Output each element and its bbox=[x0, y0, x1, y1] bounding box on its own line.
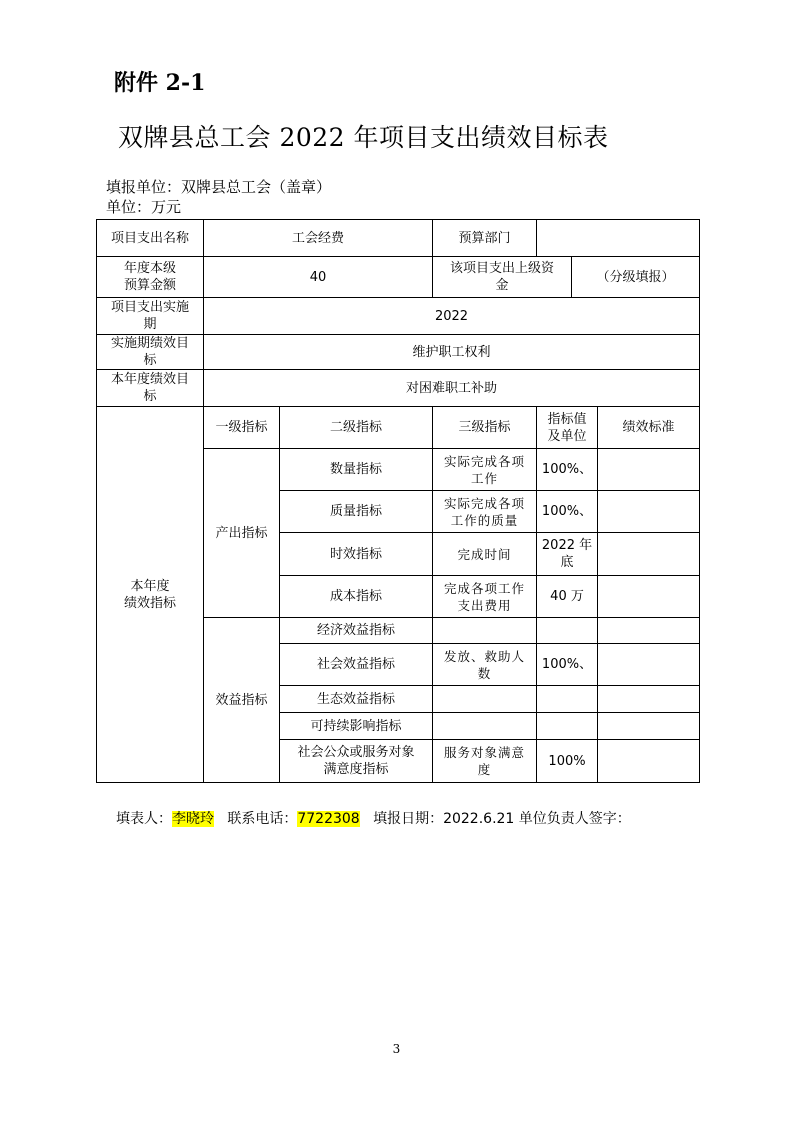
output-value bbox=[537, 491, 598, 533]
output-level3-line1: 实际完成各项 bbox=[444, 495, 526, 511]
benefit-standard bbox=[598, 686, 700, 713]
output-value-line1: 100%、 bbox=[541, 504, 593, 519]
benefit-level2-line2: 满意度指标 bbox=[323, 762, 389, 777]
output-indicator-label: 产出指标 bbox=[204, 449, 280, 618]
output-value bbox=[537, 449, 598, 491]
output-level2: 时效指标 bbox=[280, 533, 433, 576]
output-level3 bbox=[433, 533, 537, 576]
performance-target-table bbox=[96, 219, 700, 783]
period-goal-label bbox=[97, 335, 204, 370]
output-level3-line1: 实际完成各项 bbox=[444, 453, 526, 469]
indicators-label-line1: 本年度 bbox=[130, 578, 170, 594]
annual-budget-label-line1: 年度本级 bbox=[123, 261, 176, 276]
output-standard bbox=[598, 449, 700, 491]
benefit-level2-line1: 经济效益指标 bbox=[317, 623, 396, 638]
output-standard bbox=[598, 533, 700, 576]
benefit-level2 bbox=[280, 740, 433, 783]
benefit-value bbox=[537, 686, 598, 713]
col-header-value-line2: 及单位 bbox=[547, 428, 587, 444]
benefit-value: 100% bbox=[537, 740, 598, 783]
budget-dept-value bbox=[537, 220, 700, 257]
col-header-level1: 一级指标 bbox=[204, 407, 280, 449]
output-level2: 质量指标 bbox=[280, 491, 433, 533]
output-value bbox=[537, 533, 598, 576]
upper-funds-value: （分级填报） bbox=[572, 257, 700, 298]
filler-label: 填表人： bbox=[116, 811, 172, 827]
output-level3-line2: 工作 bbox=[471, 470, 499, 486]
project-name-value: 工会经费 bbox=[204, 220, 433, 257]
attachment-label: 附件 2-1 bbox=[114, 70, 206, 96]
col-header-standard: 绩效标准 bbox=[598, 407, 700, 449]
benefit-value bbox=[537, 618, 598, 644]
output-level3 bbox=[433, 449, 537, 491]
output-level3 bbox=[433, 576, 537, 618]
upper-funds-label-line1: 该项目支出上级资 bbox=[450, 261, 555, 276]
project-name-label: 项目支出名称 bbox=[97, 220, 204, 257]
date-and-signature: 填报日期：2022.6.21 单位负责人签字： bbox=[373, 811, 631, 827]
footer-line bbox=[116, 808, 631, 828]
reporting-unit: 填报单位：双牌县总工会（盖章） bbox=[106, 178, 332, 196]
benefit-value: 100%、 bbox=[537, 644, 598, 686]
annual-goal-label bbox=[97, 370, 204, 407]
benefit-indicator-label: 效益指标 bbox=[204, 618, 280, 783]
output-level2: 成本指标 bbox=[280, 576, 433, 618]
period-goal-label-line1: 实施期绩效目 bbox=[110, 336, 189, 351]
benefit-level3 bbox=[433, 686, 537, 713]
benefit-level2-line1: 可持续影响指标 bbox=[310, 718, 402, 734]
indicators-label bbox=[97, 407, 204, 783]
output-level2: 数量指标 bbox=[280, 449, 433, 491]
period-goal-value: 维护职工权利 bbox=[204, 335, 700, 370]
indicators-label-line2: 绩效指标 bbox=[123, 595, 176, 611]
benefit-value bbox=[537, 713, 598, 740]
benefit-level2-line1: 生态效益指标 bbox=[317, 691, 396, 707]
output-level3-line1: 完成各项工作 bbox=[444, 580, 526, 596]
benefit-level2-line1: 社会公众或服务对象 bbox=[297, 745, 415, 760]
output-standard bbox=[598, 491, 700, 533]
annual-budget-value: 40 bbox=[204, 257, 433, 298]
page-number: 3 bbox=[392, 1042, 401, 1056]
phone-label: 联系电话： bbox=[227, 811, 298, 827]
benefit-level3 bbox=[433, 618, 537, 644]
benefit-level2 bbox=[280, 644, 433, 686]
output-level3-line2: 支出费用 bbox=[457, 597, 512, 613]
annual-goal-label-line1: 本年度绩效目 bbox=[110, 372, 189, 387]
benefit-level3 bbox=[433, 713, 537, 740]
output-value-line1: 2022 年 bbox=[541, 538, 593, 553]
upper-funds-label bbox=[433, 257, 572, 298]
benefit-standard bbox=[598, 618, 700, 644]
benefit-level2 bbox=[280, 618, 433, 644]
benefit-level2 bbox=[280, 713, 433, 740]
benefit-level2-line1: 社会效益指标 bbox=[317, 657, 396, 672]
period-label bbox=[97, 298, 204, 335]
output-level3-line1: 完成时间 bbox=[457, 546, 512, 562]
annual-goal-label-line2: 标 bbox=[143, 389, 157, 404]
output-value-line2: 底 bbox=[560, 555, 574, 570]
benefit-standard bbox=[598, 713, 700, 740]
benefit-level3 bbox=[433, 644, 537, 686]
output-level3 bbox=[433, 491, 537, 533]
output-level3-line2: 工作的质量 bbox=[450, 512, 519, 528]
phone-number: 7722308 bbox=[297, 811, 360, 827]
filler-name: 李晓玲 bbox=[172, 811, 214, 827]
money-unit: 单位：万元 bbox=[106, 198, 182, 216]
benefit-standard bbox=[598, 644, 700, 686]
annual-budget-label-line2: 预算金额 bbox=[123, 278, 176, 293]
col-header-level2: 二级指标 bbox=[280, 407, 433, 449]
upper-funds-label-line2: 金 bbox=[495, 278, 509, 293]
period-value: 2022 bbox=[204, 298, 700, 335]
benefit-level3-line2: 度 bbox=[477, 762, 492, 777]
benefit-level3-line2: 数 bbox=[477, 665, 492, 681]
col-header-level3: 三级指标 bbox=[433, 407, 537, 449]
budget-dept-label: 预算部门 bbox=[433, 220, 537, 257]
col-header-value-line1: 指标值 bbox=[547, 411, 587, 427]
benefit-level2 bbox=[280, 686, 433, 713]
period-label-line1: 项目支出实施 bbox=[110, 300, 189, 315]
benefit-standard bbox=[598, 740, 700, 783]
period-label-line2: 期 bbox=[143, 317, 157, 332]
period-goal-label-line2: 标 bbox=[143, 353, 157, 368]
document-title: 双牌县总工会 2022 年项目支出绩效目标表 bbox=[118, 123, 609, 152]
benefit-level3-line1: 服务对象满意 bbox=[444, 745, 526, 760]
output-value-line1: 100%、 bbox=[541, 462, 593, 477]
output-value-line1: 40 万 bbox=[550, 589, 584, 604]
col-header-value bbox=[537, 407, 598, 449]
annual-goal-value: 对困难职工补助 bbox=[204, 370, 700, 407]
benefit-level3-line1: 发放、救助人 bbox=[444, 648, 526, 664]
annual-budget-label bbox=[97, 257, 204, 298]
benefit-level3 bbox=[433, 740, 537, 783]
output-standard bbox=[598, 576, 700, 618]
output-value bbox=[537, 576, 598, 618]
